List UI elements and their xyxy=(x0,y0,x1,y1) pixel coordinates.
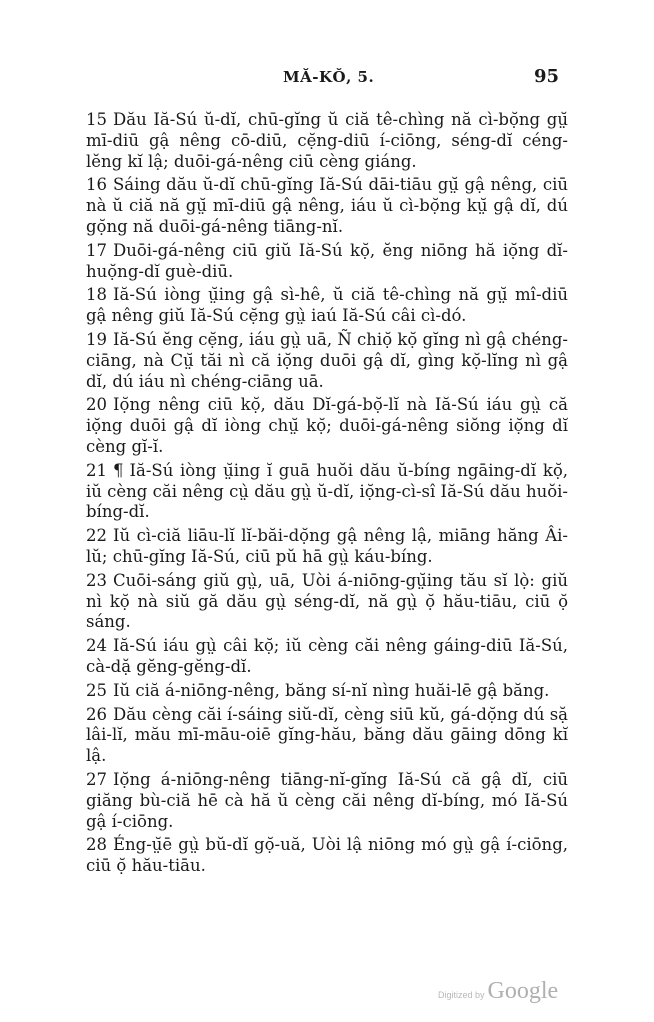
verse-number: 23 xyxy=(86,570,107,590)
verse-text: Iă-Sú iòng ṳ̆ing gậ sì-hê, ŭ ciă tê-chìng nă gṳ̆ mî-diū gậ nêng giŭ Iă-Sú cẹ̆ng gṳ̀ iaú Iă-Sú câi cì-dó. xyxy=(86,285,568,326)
verse-text: Duōi-gá-nêng ciū giŭ Iă-Sú kọ̆, ĕng niōng hă iọ̆ng dĭ-huọ̆ng-dĭ guè-diū. xyxy=(86,240,568,281)
verse-28 xyxy=(86,835,568,877)
verse-21 xyxy=(86,461,568,523)
verse-17 xyxy=(86,241,568,283)
verse-text: Iŭ cì-ciă liāu-lĭ lĭ-băi-dọ̆ng gậ nêng lậ, miāng hăng Âi-lŭ; chū-gĭng Iă-Sú, ciū pŭ hā gṳ̀ káu-bíng. xyxy=(86,526,568,566)
verse-18 xyxy=(86,285,568,327)
verse-text: Iă-Sú iòng ṳ̆ing ĭ guā huŏi dău ŭ-bíng ngāing-dĭ kọ̆, iŭ cèng căi nêng cṳ̀ dău gṳ̀ ŭ-dĭ, iọ̆ng-cì-sî Iă-Sú dău huŏi-bíng-dĭ. xyxy=(86,460,568,522)
verse-16 xyxy=(86,175,568,237)
verse-number: 21 xyxy=(86,460,107,480)
verse-list xyxy=(86,110,568,880)
verse-27 xyxy=(86,770,568,832)
verse-number: 15 xyxy=(86,110,107,129)
running-head: MĂ-KŎ, 5. xyxy=(283,68,375,86)
page-number: 95 xyxy=(534,66,560,87)
verse-number: 25 xyxy=(86,680,107,700)
verse-number: 16 xyxy=(86,175,107,195)
verse-15 xyxy=(86,110,568,172)
verse-text: Éng-ṳ̆ē gṳ̀ bŭ-dĭ gọ̆-uă, Uòi lậ niōng mó gṳ̀ gậ í-ciōng, ciū ọ̆ hău-tiāu. xyxy=(86,835,568,876)
verse-text: Cuōi-sáng giŭ gṳ̀, uā, Uòi á-niōng-gṳ̆ing tău sĭ lọ̀: giŭ nì kọ̆ nà siŭ gă dău gṳ̀ séng-dĭ, nă gṳ̀ ọ̆ hău-tiāu, ciū ọ̆ sáng. xyxy=(86,570,568,632)
digitized-label: Digitized by xyxy=(438,990,485,1000)
digitized-watermark xyxy=(438,978,558,1005)
verse-20 xyxy=(86,395,568,457)
verse-number: 27 xyxy=(86,769,107,789)
verse-number: 28 xyxy=(86,835,107,855)
verse-number: 22 xyxy=(86,526,107,546)
verse-number: 19 xyxy=(86,329,107,349)
google-logo: Google xyxy=(487,978,559,1004)
verse-number: 24 xyxy=(86,636,107,656)
verse-text: Iọ̆ng nêng ciū kọ̆, dău Dĭ-gá-bọ̆-lĭ nà Iă-Sú iáu gṳ̀ că iọ̆ng duōi gậ dĭ iòng chṳ̆ kọ̆; duōi-gá-nêng siŏng iọ̆ng dĭ cèng gĭ-ĭ. xyxy=(86,395,568,456)
verse-number: 18 xyxy=(86,285,107,305)
verse-number: 26 xyxy=(86,704,107,724)
verse-23 xyxy=(86,571,568,633)
verse-22 xyxy=(86,526,568,568)
pilcrow-mark: ¶ xyxy=(113,460,124,480)
page-header xyxy=(0,68,654,98)
verse-text: Iŭ ciă á-niōng-nêng, băng sí-nĭ nìng huăi-lē gậ băng. xyxy=(113,680,550,700)
verse-number: 20 xyxy=(86,395,107,415)
verse-text: Iọ̆ng á-niōng-nêng tiāng-nĭ-gĭng Iă-Sú că gậ dĭ, ciū giăng bù-ciă hē cà hă ŭ cèng căi nêng dĭ-bíng, mó Iă-Sú gậ í-ciōng. xyxy=(86,769,568,831)
verse-text: Sáing dău ŭ-dĭ chū-gĭng Iă-Sú dāi-tiāu gṳ̆ gậ nêng, ciū nà ŭ ciă nă gṳ̆ mī-diū gậ nêng, iáu ŭ cì-bọ̆ng kṳ̆ gậ dĭ, dú gọ̆ng nă duōi-gá-nêng tiāng-nĭ. xyxy=(86,175,568,236)
verse-text: Iă-Sú iáu gṳ̀ câi kọ̆; iŭ cèng căi nêng gáing-diū Iă-Sú, cà-dặ gĕng-gĕng-dĭ. xyxy=(86,636,568,676)
verse-24 xyxy=(86,636,568,678)
verse-number: 17 xyxy=(86,240,107,260)
verse-text: Dău Iă-Sú ŭ-dĭ, chū-gĭng ŭ ciă tê-chìng nă cì-bọ̆ng gṳ̆ mī-diū gậ nêng cō-diū, cẹ̆ng-diū í-ciōng, séng-dĭ céng-lĕng kĭ lậ; duōi-gá-nêng ciū cèng giáng. xyxy=(86,110,568,171)
verse-text: Dău cèng căi í-sáing siŭ-dĭ, cèng siū kŭ, gá-dọ̆ng dú sặ lâi-lĭ, mău mī-māu-oiē gĭng-hău, băng dău gāing dōng kĭ lậ. xyxy=(86,704,568,766)
verse-26 xyxy=(86,705,568,767)
verse-text: Iă-Sú ĕng cẹ̆ng, iáu gṳ̀ uā, Ñ chiọ̆ kọ̆ gĭng nì gậ chéng-ciāng, nà Cṳ̆ tăi nì că iọ̆ng duōi gậ dĭ, gìng kọ̆-lĭng nì gậ dĭ, dú iáu nì chéng-ciāng uā. xyxy=(86,329,569,391)
verse-19 xyxy=(86,330,568,392)
verse-25 xyxy=(86,681,568,702)
